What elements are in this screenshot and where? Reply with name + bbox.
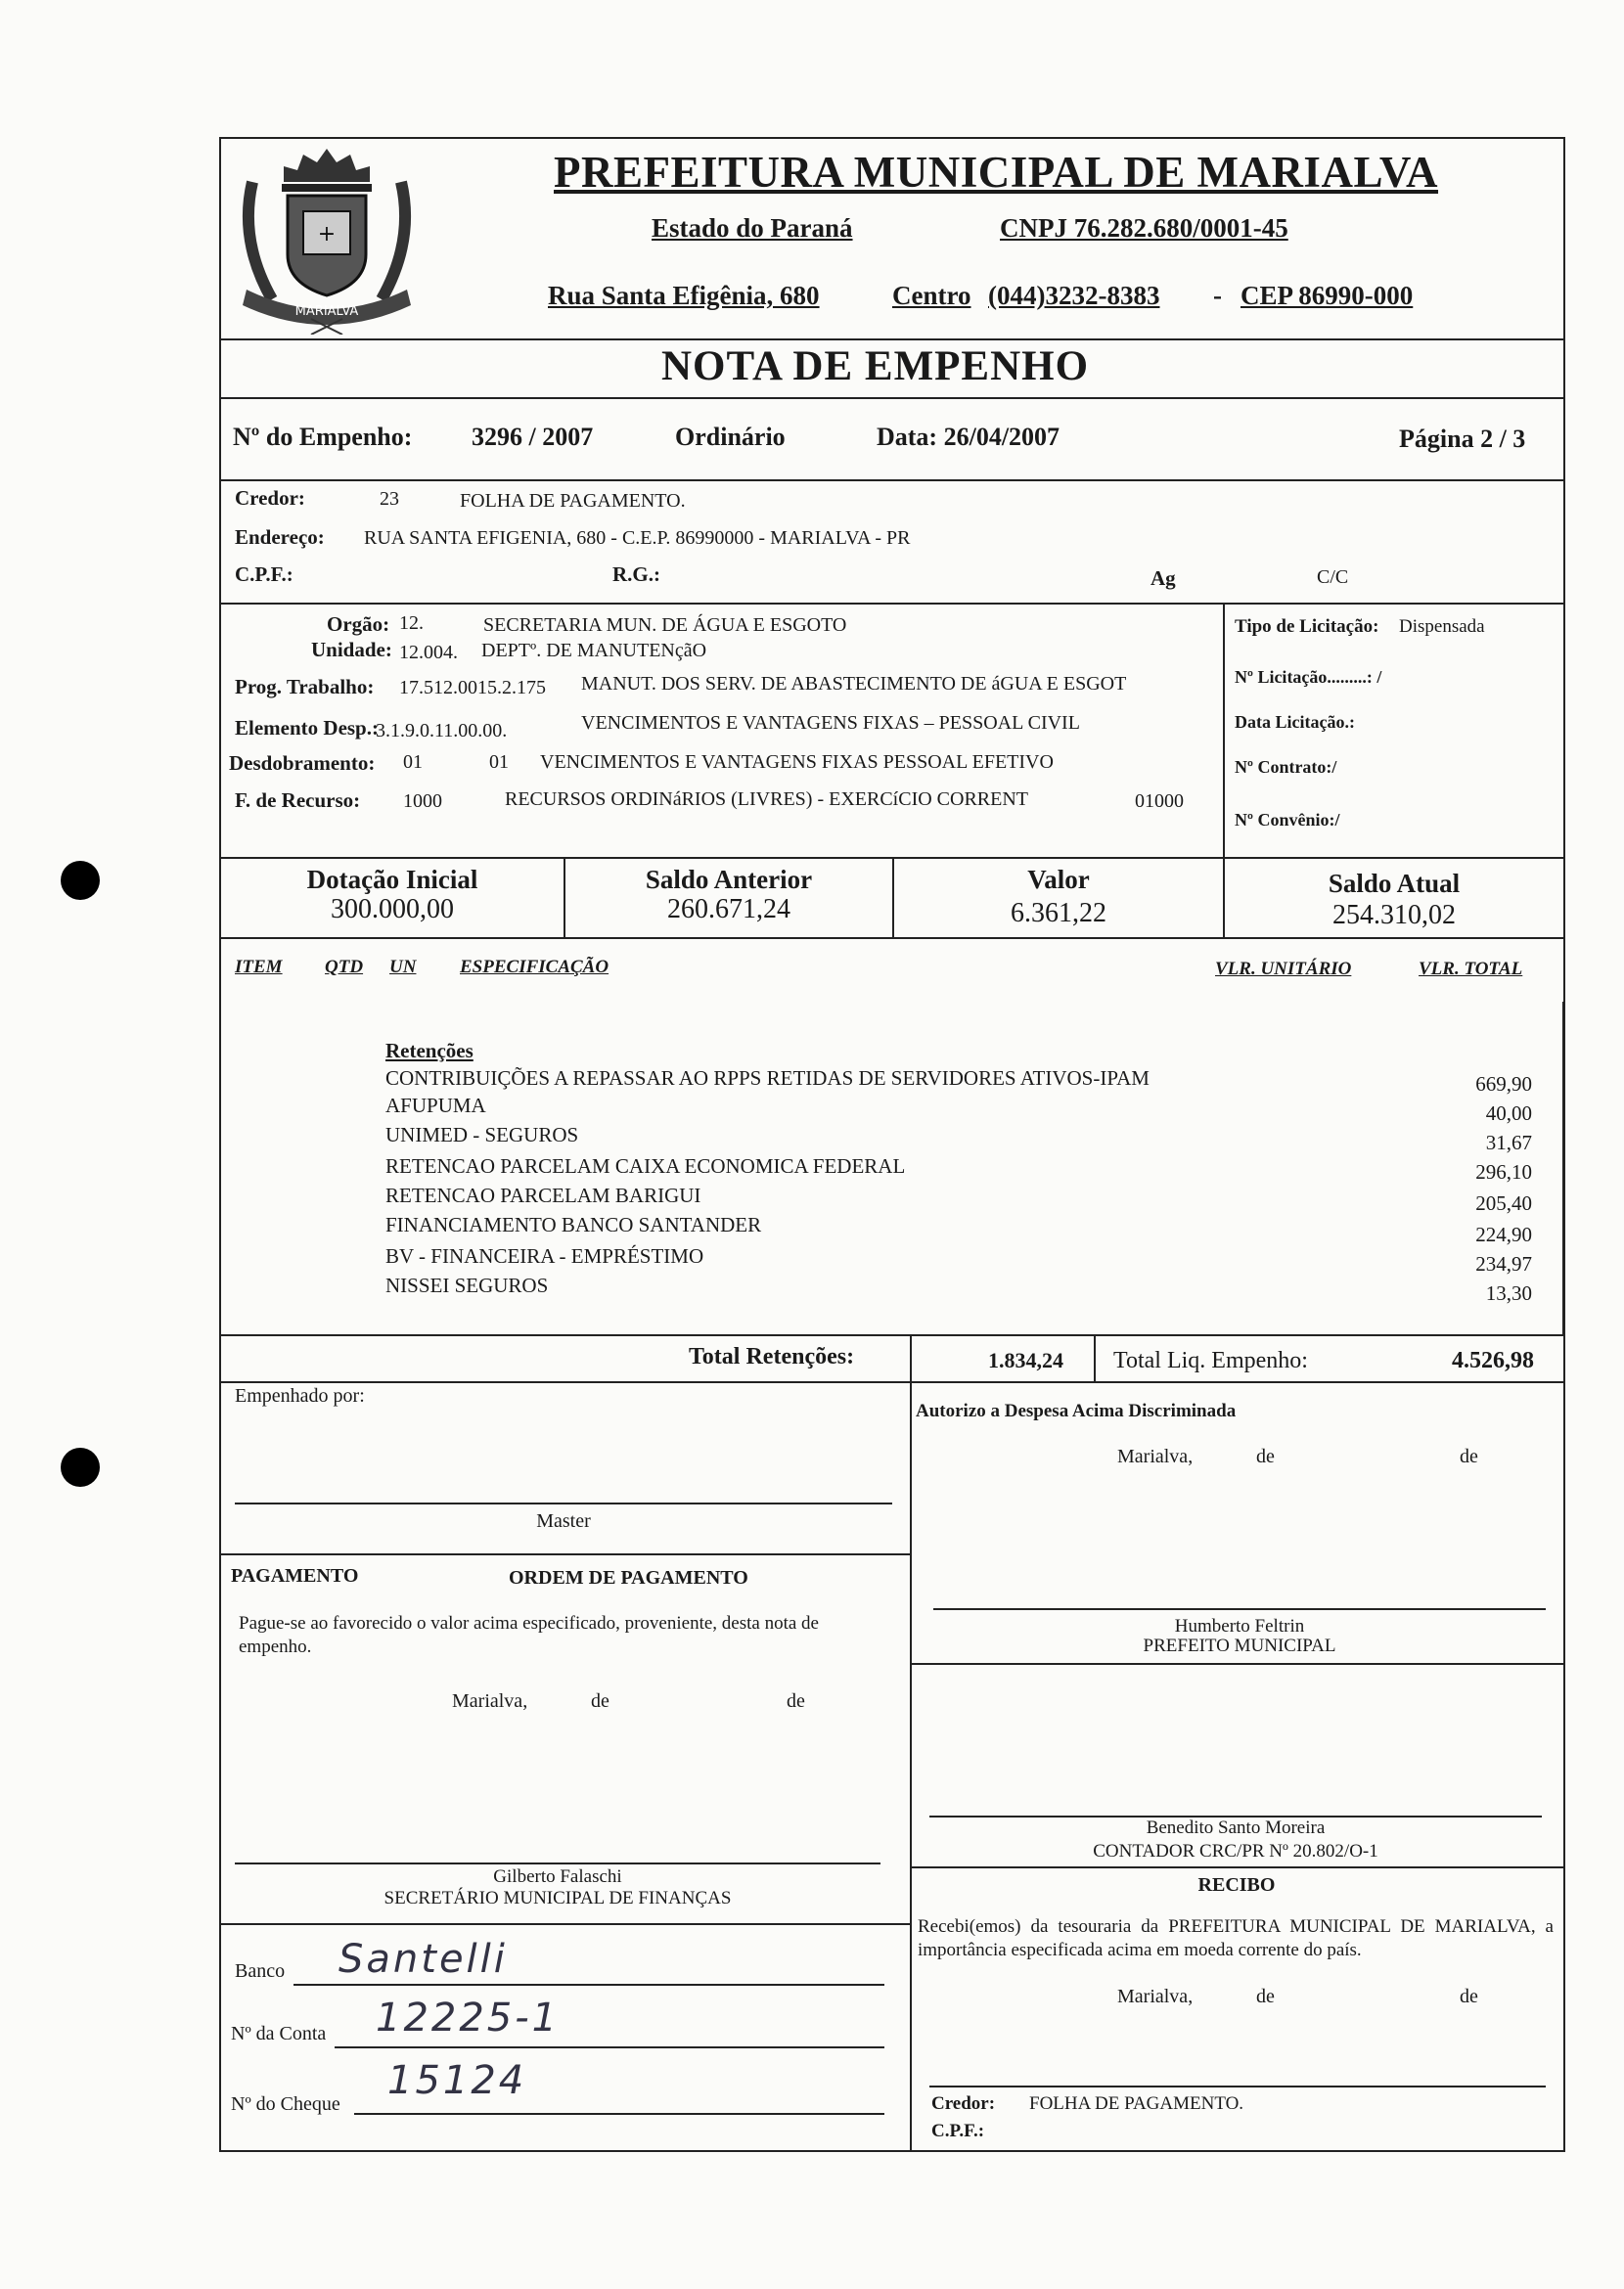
divider — [219, 397, 1565, 399]
total-liquido-value: 4.526,98 — [1452, 1348, 1534, 1373]
retencao-desc: CONTRIBUIÇÕES A REPASSAR AO RPPS RETIDAS DE SERVIDORES ATIVOS-IPAM — [385, 1066, 1150, 1090]
prog-value: MANUT. DOS SERV. DE ABASTECIMENTO DE áGUA E ESGOT — [581, 673, 1127, 695]
recibo-credor-value: FOLHA DE PAGAMENTO. — [1029, 2093, 1244, 2114]
empenhado-signer: Master — [536, 1510, 591, 1532]
divider — [219, 603, 1565, 605]
divider — [1223, 603, 1225, 857]
tipo-licitacao-label: Tipo de Licitação: — [1235, 616, 1379, 637]
recibo-credor-label: Credor: — [931, 2093, 996, 2114]
unidade-code: 12.004. — [399, 642, 458, 663]
ag-label: Ag — [1150, 566, 1176, 590]
orgao-label: Orgão: — [327, 612, 390, 636]
conta-label: Nº da Conta — [231, 2023, 327, 2044]
desdobramento-code-2: 01 — [489, 751, 509, 773]
total-retencoes-value: 1.834,24 — [988, 1348, 1063, 1372]
column-especificacao: ESPECIFICAÇÃO — [460, 957, 609, 977]
rg-label: R.G.: — [612, 562, 660, 586]
recurso-code-2: 01000 — [1135, 790, 1184, 812]
unidade-label: Unidade: — [311, 638, 392, 661]
divider — [219, 1553, 910, 1555]
document-title: NOTA DE EMPENHO — [661, 343, 1090, 389]
recibo-place: Marialva, — [1117, 1986, 1194, 2007]
retencao-value: 13,30 — [1485, 1281, 1532, 1305]
recurso-label: F. de Recurso: — [235, 788, 361, 812]
empenho-date: Data: 26/04/2007 — [877, 423, 1060, 451]
orgao-code: 12. — [399, 612, 424, 634]
pagamento-place: Marialva, — [452, 1690, 528, 1712]
cheque-handwritten: 15124 — [387, 2058, 527, 2103]
punch-hole — [61, 1448, 100, 1487]
ordem-pagamento-label: ORDEM DE PAGAMENTO — [509, 1567, 748, 1589]
divider — [910, 1866, 1563, 1868]
prog-label: Prog. Trabalho: — [235, 675, 375, 698]
prefeito-name: Humberto Feltrin — [1174, 1616, 1305, 1637]
cheque-label: Nº do Cheque — [231, 2093, 340, 2115]
svg-text:+: + — [317, 222, 337, 247]
signature-line — [235, 1863, 880, 1864]
header-cnpj: CNPJ 76.282.680/0001-45 — [1000, 213, 1288, 243]
header-phone: (044)3232-8383 — [988, 281, 1160, 310]
recibo-text: Recebi(emos) da tesouraria da PREFEITURA MUNICIPAL DE MARIALVA, a importância especificada acima em moeda corrente do país. — [918, 1916, 1554, 1960]
divider — [219, 1923, 910, 1925]
recibo-cpf-label: C.P.F.: — [931, 2121, 985, 2141]
retencao-value: 31,67 — [1485, 1131, 1532, 1154]
elemento-code: 3.1.9.0.11.00.00. — [376, 720, 508, 741]
secretario-role: SECRETÁRIO MUNICIPAL DE FINANÇAS — [383, 1888, 732, 1908]
prog-code: 17.512.0015.2.175 — [399, 677, 546, 698]
header-centro: Centro — [892, 281, 971, 310]
header-address: Rua Santa Efigênia, 680 — [548, 281, 820, 310]
secretario-name: Gilberto Falaschi — [493, 1866, 622, 1887]
convenio-number: Nº Convênio:/ — [1235, 810, 1340, 830]
autorizo-de-1: de — [1256, 1446, 1275, 1467]
dotacao-label: Dotação Inicial — [306, 865, 478, 894]
tipo-licitacao-value: Dispensada — [1399, 616, 1485, 637]
divider — [1562, 1002, 1564, 1334]
retencao-desc: RETENCAO PARCELAM BARIGUI — [385, 1184, 701, 1207]
elemento-label: Elemento Desp.: — [235, 716, 379, 740]
empenho-number-label: Nº do Empenho: — [233, 423, 413, 451]
signature-line — [933, 1608, 1546, 1610]
retencao-value: 205,40 — [1475, 1191, 1532, 1215]
punch-hole — [61, 861, 100, 900]
orgao-value: SECRETARIA MUN. DE ÁGUA E ESGOTO — [483, 614, 847, 636]
total-liquido-label: Total Liq. Empenho: — [1113, 1348, 1308, 1373]
contrato-number: Nº Contrato:/ — [1235, 757, 1337, 777]
endereco-value: RUA SANTA EFIGENIA, 680 - C.E.P. 86990000 - MARIALVA - PR — [364, 527, 911, 549]
autorizo-place: Marialva, — [1117, 1446, 1194, 1467]
elemento-value: VENCIMENTOS E VANTAGENS FIXAS – PESSOAL CIVIL — [581, 712, 1080, 734]
signature-line — [929, 2086, 1546, 2087]
pagamento-de-2: de — [787, 1690, 805, 1712]
retencoes-title: Retenções — [385, 1039, 474, 1062]
retencao-desc: NISSEI SEGUROS — [385, 1274, 549, 1297]
recibo-title: RECIBO — [1197, 1874, 1276, 1896]
cpf-label: C.P.F.: — [235, 562, 293, 586]
header-cep: CEP 86990-000 — [1241, 281, 1414, 310]
banco-label: Banco — [235, 1960, 286, 1982]
underline — [293, 1984, 884, 1986]
municipal-seal-icon — [233, 143, 421, 335]
recibo-de-2: de — [1460, 1986, 1478, 2007]
divider — [910, 1381, 912, 2152]
column-valor-unitario: VLR. UNITÁRIO — [1215, 959, 1352, 979]
banco-handwritten: Santelli — [338, 1937, 508, 1982]
desdobramento-code-1: 01 — [403, 751, 423, 773]
credor-label: Credor: — [235, 486, 305, 510]
empenho-type: Ordinário — [675, 423, 786, 451]
recurso-value: RECURSOS ORDINáRIOS (LIVRES) - EXERCíCIO CORRENT — [505, 788, 1029, 810]
retencao-value: 224,90 — [1475, 1223, 1532, 1246]
empenho-number: 3296 / 2007 — [472, 423, 594, 451]
signature-line — [235, 1503, 892, 1504]
contador-name: Benedito Santo Moreira — [1146, 1818, 1326, 1838]
credor-code: 23 — [380, 488, 399, 510]
autorizo-de-2: de — [1460, 1446, 1478, 1467]
retencao-desc: RETENCAO PARCELAM CAIXA ECONOMICA FEDERAL — [385, 1154, 906, 1178]
total-retencoes-label: Total Retenções: — [689, 1344, 855, 1369]
retencao-desc: UNIMED - SEGUROS — [385, 1123, 579, 1146]
seal-text: MARIALVA — [294, 304, 359, 319]
desdobramento-value: VENCIMENTOS E VANTAGENS FIXAS PESSOAL EFETIVO — [540, 751, 1054, 773]
cc-label: C/C — [1317, 566, 1349, 588]
retencao-value: 296,10 — [1475, 1160, 1532, 1184]
endereco-label: Endereço: — [235, 525, 325, 549]
unidade-value: DEPTº. DE MANUTENçãO — [481, 640, 707, 661]
conta-handwritten: 12225-1 — [376, 1996, 561, 2041]
column-qtd: QTD — [325, 957, 364, 977]
licitacao-number: Nº Licitação.........: / — [1235, 667, 1382, 687]
retencao-desc: FINANCIAMENTO BANCO SANTANDER — [385, 1213, 762, 1236]
header-separator: - — [1213, 281, 1222, 310]
saldo-anterior-value: 260.671,24 — [667, 894, 790, 924]
retencao-desc: BV - FINANCEIRA - EMPRÉSTIMO — [385, 1244, 704, 1268]
divider — [219, 1334, 1565, 1336]
credor-name: FOLHA DE PAGAMENTO. — [460, 490, 686, 512]
underline — [335, 2046, 884, 2048]
divider — [219, 479, 1565, 481]
contador-role: CONTADOR CRC/PR Nº 20.802/O-1 — [1093, 1841, 1378, 1862]
empenhado-label: Empenhado por: — [235, 1385, 365, 1407]
divider — [219, 1381, 1565, 1383]
recurso-code: 1000 — [403, 790, 442, 812]
divider — [910, 1663, 1563, 1665]
pagamento-text: Pague-se ao favorecido o valor acima especificado, proveniente, desta nota de empenho. — [239, 1613, 819, 1657]
divider — [219, 338, 1565, 340]
header-state: Estado do Paraná — [652, 213, 853, 243]
retencao-desc: AFUPUMA — [385, 1094, 486, 1117]
pagamento-de-1: de — [591, 1690, 609, 1712]
column-valor-total: VLR. TOTAL — [1419, 959, 1523, 979]
underline — [354, 2113, 884, 2115]
page-number: Página 2 / 3 — [1399, 425, 1526, 453]
licitacao-date: Data Licitação.: — [1235, 712, 1355, 732]
retencao-value: 40,00 — [1485, 1101, 1532, 1125]
dotacao-value: 300.000,00 — [331, 894, 454, 924]
valor-value: 6.361,22 — [1011, 898, 1106, 928]
saldo-atual-label: Saldo Atual — [1328, 869, 1461, 898]
pagamento-label: PAGAMENTO — [231, 1565, 359, 1587]
column-item: ITEM — [235, 957, 283, 977]
valor-label: Valor — [1027, 865, 1090, 894]
recibo-de-1: de — [1256, 1986, 1275, 2007]
saldo-atual-value: 254.310,02 — [1332, 900, 1456, 930]
prefeito-role: PREFEITO MUNICIPAL — [1143, 1636, 1336, 1656]
desdobramento-label: Desdobramento: — [229, 751, 376, 775]
saldo-anterior-label: Saldo Anterior — [645, 865, 813, 894]
header-title: PREFEITURA MUNICIPAL DE MARIALVA — [554, 148, 1439, 197]
divider — [219, 937, 1565, 939]
divider — [1094, 1334, 1096, 1381]
retencao-value: 234,97 — [1475, 1252, 1532, 1276]
retencao-value: 669,90 — [1475, 1072, 1532, 1096]
autorizo-label: Autorizo a Despesa Acima Discriminada — [916, 1401, 1237, 1421]
column-un: UN — [389, 957, 417, 977]
